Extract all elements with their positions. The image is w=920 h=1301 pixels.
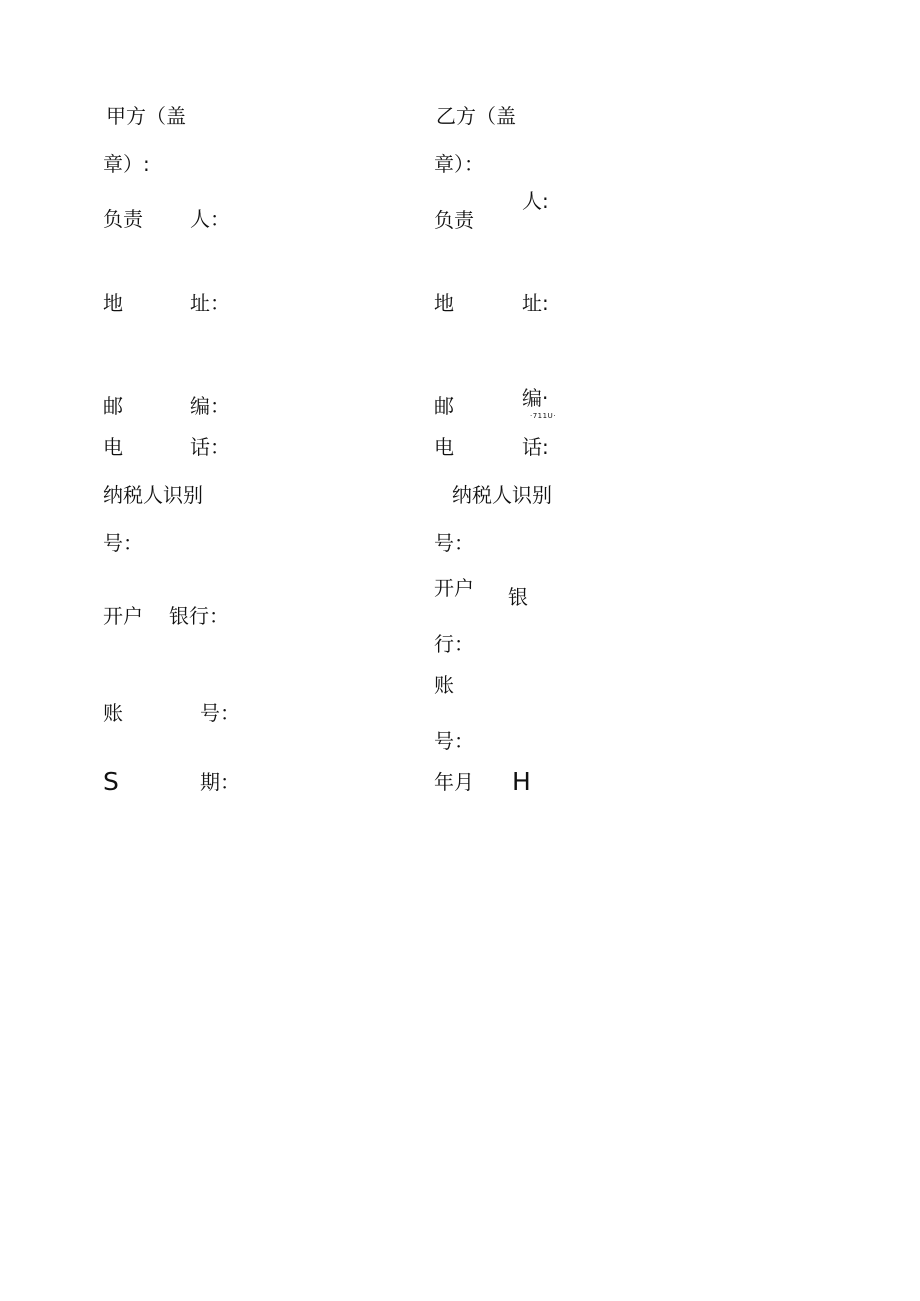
- party-a-postcode-suffix: 编：: [190, 394, 230, 418]
- party-a-address-suffix: 址：: [190, 291, 230, 315]
- party-b-address-suffix: 址:: [522, 291, 549, 315]
- party-a-date-suffix: 期：: [200, 770, 240, 794]
- party-b-postcode-label: 邮: [434, 394, 454, 418]
- party-b-phone-label: 电: [434, 435, 454, 459]
- party-b-responsible-label: 负责: [434, 208, 474, 232]
- party-b-seal-suffix: 章）：: [434, 152, 484, 176]
- party-b-phone-suffix: 话:: [522, 435, 549, 459]
- party-a-bank-label: 开户: [103, 604, 143, 628]
- party-b-account-label: 账: [434, 673, 454, 697]
- party-a-phone-label: 电: [103, 435, 123, 459]
- party-b-account-suffix: 号：: [434, 729, 474, 753]
- party-b-bank-label: 开户: [434, 576, 474, 600]
- party-b-responsible-suffix: 人:: [522, 189, 549, 213]
- party-b-bank-suffix: 行：: [434, 632, 474, 656]
- party-b-bank-middle: 银: [508, 585, 528, 609]
- party-a-tax-id-suffix: 号：: [103, 531, 143, 555]
- party-a-tax-id-label: 纳税人识别: [103, 483, 203, 507]
- party-b-tax-id-suffix: 号：: [434, 531, 474, 555]
- party-b-address-label: 地: [434, 291, 454, 315]
- party-a-account-suffix: 号：: [200, 701, 240, 725]
- party-b-tax-id-label: 纳税人识别: [452, 483, 552, 507]
- party-b-postcode-suffix: 编·: [522, 386, 549, 410]
- party-a-bank-suffix: 银行：: [169, 604, 229, 628]
- party-a-responsible-label: 负责: [103, 207, 143, 231]
- party-b-date-suffix: H: [512, 767, 531, 796]
- party-a-postcode-label: 邮: [103, 394, 123, 418]
- party-a-title: 甲方（盖: [106, 104, 186, 128]
- party-b-date-label: 年月: [434, 770, 474, 794]
- party-b-postcode-noise: ·711U·: [530, 412, 556, 420]
- party-a-phone-suffix: 话：: [190, 435, 230, 459]
- party-a-account-label: 账: [103, 701, 123, 725]
- party-a-date-label: S: [103, 767, 119, 796]
- party-a-responsible-suffix: 人：: [190, 207, 230, 231]
- party-a-address-label: 地: [103, 291, 123, 315]
- party-a-seal-suffix: 章）:: [103, 152, 150, 176]
- party-b-title: 乙方（盖: [436, 104, 516, 128]
